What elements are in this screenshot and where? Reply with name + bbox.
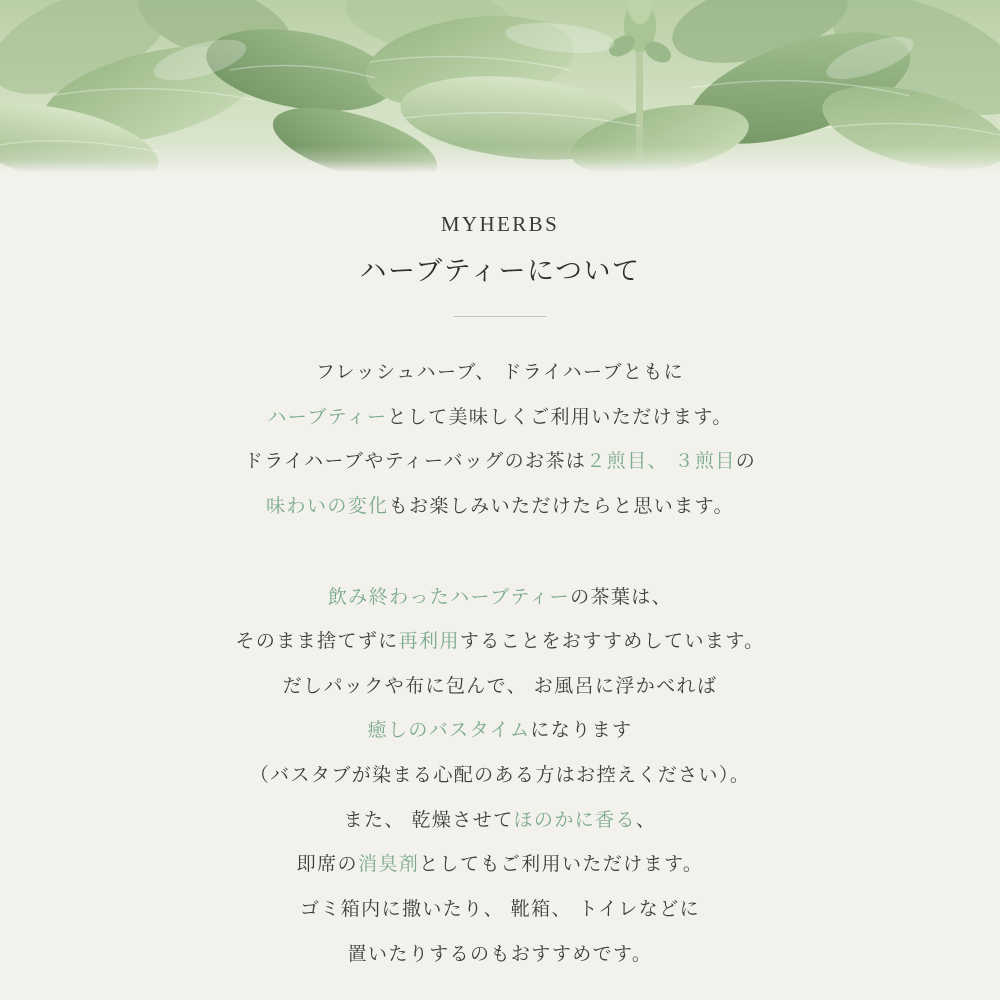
text-line: 癒しのバスタイムになります [367,720,633,742]
text-line: 即席の消臭剤としてもご利用いただけます。 [296,854,704,876]
text-line: また、 乾燥させてほのかに香る、 [343,809,657,831]
paragraph-1 [70,351,930,530]
text-line: ドライハーブやティーバッグのお茶は２煎目、 ３煎目の [243,451,757,473]
text-line: （バスタブが染まる心配のある方はお控えください）。 [249,765,751,787]
text-line: だしパックや布に包んで、 お風呂に浮かべれば [282,675,718,697]
page-title: ハーブティーについて [359,256,641,286]
herb-photo-illustration [0,0,1000,172]
text-line: フレッシュハーブ、 ドライハーブともに [315,362,685,383]
text-line: 味わいの変化もお楽しみいただけたらと思います。 [266,495,734,517]
title-divider [454,316,546,317]
text-line: 置いたりするのもおすすめです。 [347,943,653,965]
text-line: ゴミ箱内に撒いたり、 靴箱、 トイレなどに [299,899,700,921]
hero-image [0,0,1000,172]
paragraph-2 [70,576,930,978]
text-line: 飲み終わったハーブティーの茶葉は、 [327,586,673,608]
text-line: ハーブティーとして美味しくご利用いただけます。 [267,406,733,428]
text-line: そのまま捨てずに再利用することをおすすめしています。 [235,631,765,653]
brand-name: MYHERBS [440,212,560,236]
article-content [0,172,1000,1000]
